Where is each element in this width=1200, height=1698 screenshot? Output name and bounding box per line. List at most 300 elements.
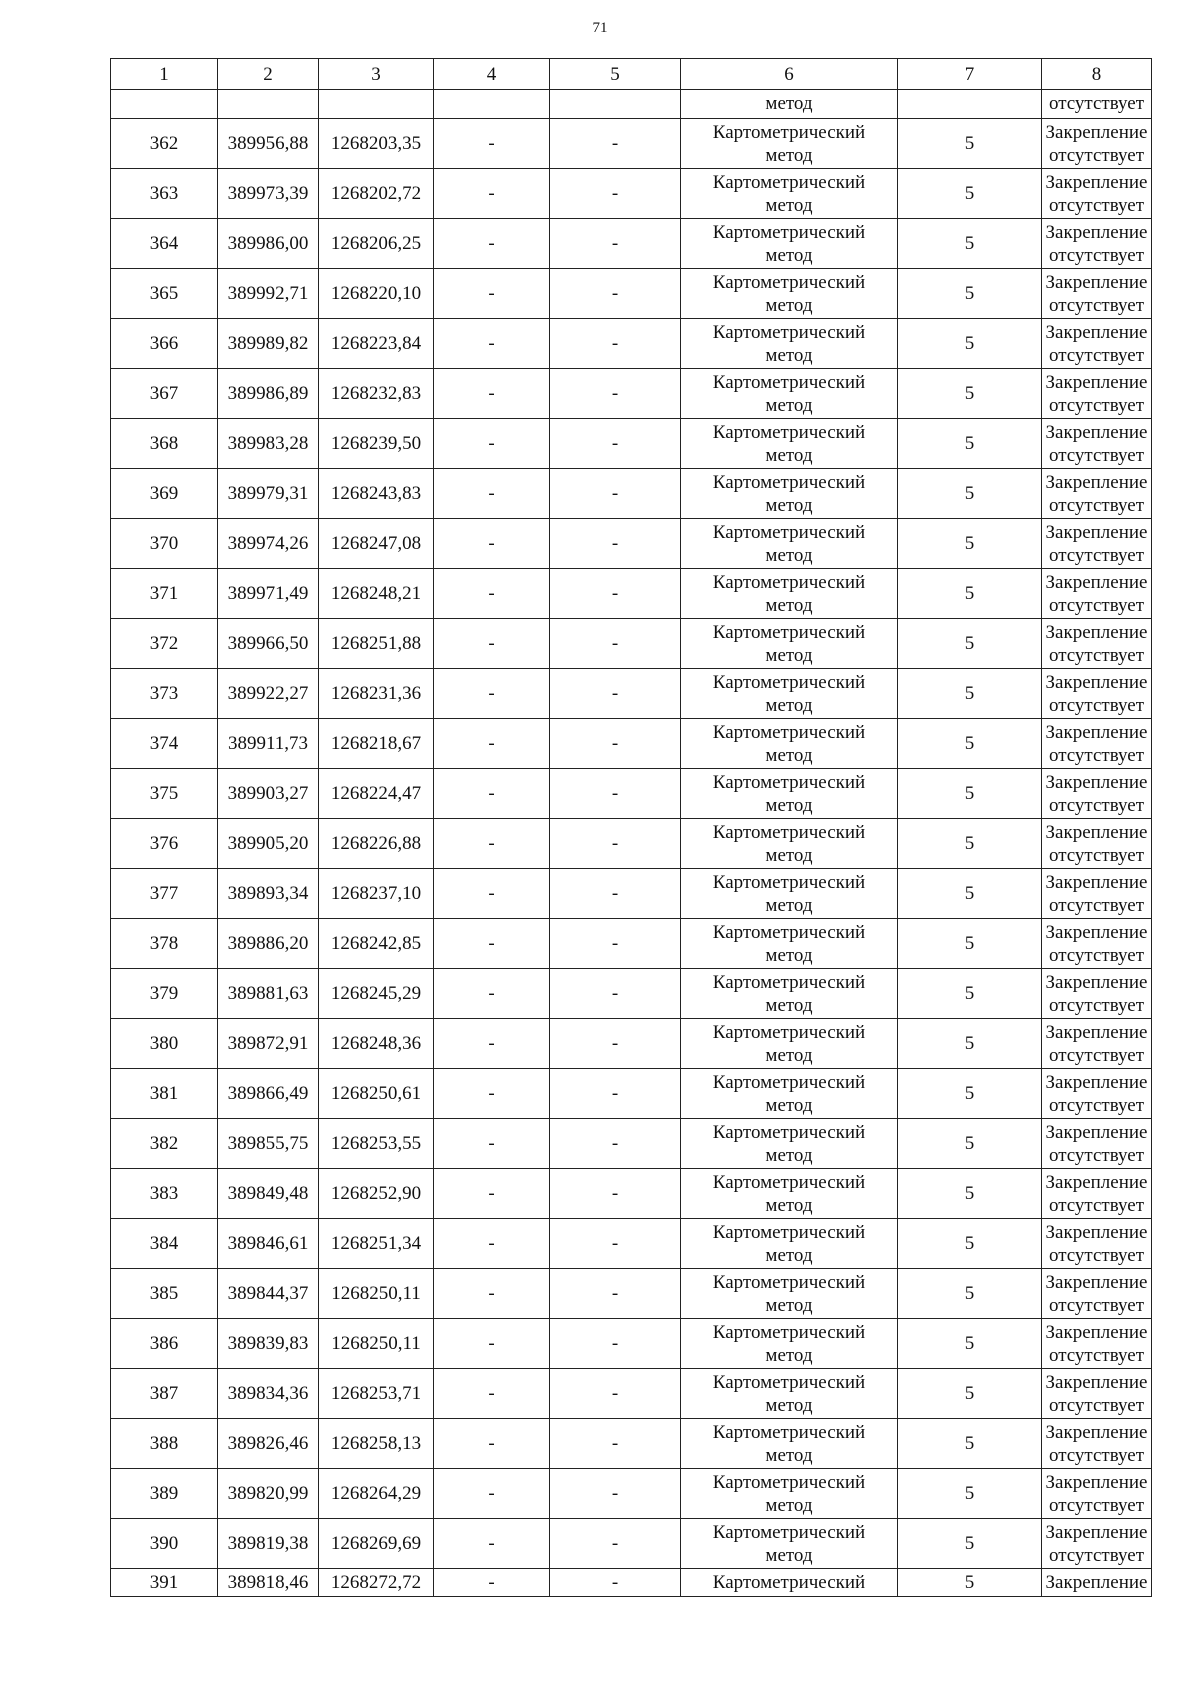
method-cell-line-2: метод — [765, 444, 813, 466]
method-cell-line-1: Картометрический — [712, 521, 866, 543]
accuracy-cell: 5 — [898, 1119, 1042, 1169]
method-cell-line-1: Картометрический — [712, 321, 866, 343]
accuracy-cell: 5 — [898, 519, 1042, 569]
table-row — [111, 1119, 1152, 1169]
accuracy-cell: 5 — [898, 469, 1042, 519]
column-5-cell: - — [550, 519, 681, 569]
column-5-cell: - — [550, 1419, 681, 1469]
column-header-8: 8 — [1042, 59, 1152, 90]
y-coordinate-cell: 1268226,88 — [319, 819, 434, 869]
column-4-cell: - — [434, 269, 550, 319]
method-cell-line-2: метод — [765, 1544, 813, 1566]
accuracy-cell: 5 — [898, 1469, 1042, 1519]
method-cell — [681, 519, 898, 569]
column-4-cell: - — [434, 769, 550, 819]
table-row — [111, 1519, 1152, 1569]
method-cell-line-2: метод — [765, 1394, 813, 1416]
column-4-cell: - — [434, 1269, 550, 1319]
fixation-cell — [1042, 1269, 1152, 1319]
table-row — [111, 419, 1152, 469]
fixation-cell-line-1: Закрепление — [1045, 1021, 1148, 1043]
column-5-cell: - — [550, 319, 681, 369]
table-row — [111, 1269, 1152, 1319]
fixation-cell-line-2: отсутствует — [1048, 1344, 1145, 1366]
point-number-cell: 366 — [111, 319, 218, 369]
point-number-cell: 362 — [111, 119, 218, 169]
table-row — [111, 1069, 1152, 1119]
table-row — [111, 569, 1152, 619]
fixation-cell — [1042, 669, 1152, 719]
fixation-cell — [1042, 469, 1152, 519]
fixation-cell — [1042, 1069, 1152, 1119]
fixation-cell — [1042, 1319, 1152, 1369]
method-cell-line-1: Картометрический — [712, 471, 866, 493]
y-coordinate-cell: 1268253,55 — [319, 1119, 434, 1169]
column-4-cell: - — [434, 819, 550, 869]
accuracy-cell: 5 — [898, 269, 1042, 319]
table-row — [111, 1469, 1152, 1519]
fixation-cell-line-1: Закрепление — [1045, 321, 1148, 343]
column-5-cell: - — [550, 1069, 681, 1119]
fixation-cell-line-2: отсутствует — [1048, 794, 1145, 816]
x-coordinate-cell: 389986,89 — [218, 369, 319, 419]
empty-cell — [218, 90, 319, 119]
x-coordinate-cell: 389872,91 — [218, 1019, 319, 1069]
accuracy-cell: 5 — [898, 169, 1042, 219]
column-header-4: 4 — [434, 59, 550, 90]
method-cell-line-2: метод — [765, 994, 813, 1016]
accuracy-cell: 5 — [898, 1569, 1042, 1597]
method-cell — [681, 769, 898, 819]
point-number-cell: 364 — [111, 219, 218, 269]
table-row — [111, 269, 1152, 319]
method-cell-line-2: метод — [765, 1294, 813, 1316]
accuracy-cell: 5 — [898, 1219, 1042, 1269]
column-5-cell: - — [550, 1119, 681, 1169]
table-row — [111, 969, 1152, 1019]
x-coordinate-cell: 389983,28 — [218, 419, 319, 469]
y-coordinate-cell: 1268251,34 — [319, 1219, 434, 1269]
fixation-cell-line-1: Закрепление — [1045, 1221, 1148, 1243]
fixation-cell-line-1: Закрепление — [1045, 1271, 1148, 1293]
point-number-cell: 371 — [111, 569, 218, 619]
fixation-cell: отсутствует — [1042, 90, 1152, 119]
fixation-cell-line-1: Закрепление — [1045, 421, 1148, 443]
method-cell-line-2: метод — [765, 144, 813, 166]
column-5-cell: - — [550, 269, 681, 319]
x-coordinate-cell: 389971,49 — [218, 569, 319, 619]
column-header-6: 6 — [681, 59, 898, 90]
column-4-cell: - — [434, 669, 550, 719]
column-4-cell: - — [434, 519, 550, 569]
point-number-cell: 374 — [111, 719, 218, 769]
x-coordinate-cell: 389956,88 — [218, 119, 319, 169]
x-coordinate-cell: 389973,39 — [218, 169, 319, 219]
point-number-cell: 383 — [111, 1169, 218, 1219]
table-row — [111, 719, 1152, 769]
method-cell-line-1: Картометрический — [712, 1271, 866, 1293]
table-row — [111, 669, 1152, 719]
point-number-cell: 372 — [111, 619, 218, 669]
point-number-cell: 389 — [111, 1469, 218, 1519]
x-coordinate-cell: 389986,00 — [218, 219, 319, 269]
accuracy-cell: 5 — [898, 119, 1042, 169]
fixation-cell-line-2: отсутствует — [1048, 1294, 1145, 1316]
column-4-cell: - — [434, 319, 550, 369]
method-cell-line-1: Картометрический — [712, 921, 866, 943]
fixation-cell — [1042, 1019, 1152, 1069]
method-cell — [681, 969, 898, 1019]
point-number-cell: 365 — [111, 269, 218, 319]
y-coordinate-cell: 1268206,25 — [319, 219, 434, 269]
column-4-cell: - — [434, 1119, 550, 1169]
method-cell-line-1: Картометрический — [712, 1421, 866, 1443]
y-coordinate-cell: 1268258,13 — [319, 1419, 434, 1469]
point-number-cell: 385 — [111, 1269, 218, 1319]
fixation-cell-line-2: отсутствует — [1048, 344, 1145, 366]
method-cell-line-1: Картометрический — [712, 171, 866, 193]
x-coordinate-cell: 389903,27 — [218, 769, 319, 819]
accuracy-cell: 5 — [898, 1269, 1042, 1319]
fixation-cell-line-2: отсутствует — [1048, 694, 1145, 716]
method-cell-line-1: Картометрический — [712, 221, 866, 243]
x-coordinate-cell: 389839,83 — [218, 1319, 319, 1369]
y-coordinate-cell: 1268220,10 — [319, 269, 434, 319]
empty-cell — [434, 90, 550, 119]
column-5-cell: - — [550, 819, 681, 869]
column-5-cell: - — [550, 369, 681, 419]
fixation-cell-line-2: отсутствует — [1048, 744, 1145, 766]
method-cell-line-2: метод — [765, 844, 813, 866]
method-cell — [681, 869, 898, 919]
y-coordinate-cell: 1268247,08 — [319, 519, 434, 569]
column-5-cell: - — [550, 969, 681, 1019]
fixation-cell-line-2: отсутствует — [1048, 144, 1145, 166]
method-cell-line-2: метод — [765, 194, 813, 216]
column-4-cell: - — [434, 569, 550, 619]
x-coordinate-cell: 389834,36 — [218, 1369, 319, 1419]
fixation-cell-line-2: отсутствует — [1048, 1544, 1145, 1566]
y-coordinate-cell: 1268243,83 — [319, 469, 434, 519]
method-cell-line-2: метод — [765, 344, 813, 366]
column-5-cell: - — [550, 1219, 681, 1269]
method-cell-line-2: метод — [765, 544, 813, 566]
method-cell-line-1: Картометрический — [712, 1521, 866, 1543]
column-4-cell: - — [434, 169, 550, 219]
x-coordinate-cell: 389826,46 — [218, 1419, 319, 1469]
method-cell — [681, 919, 898, 969]
method-cell-line-1: Картометрический — [712, 1171, 866, 1193]
method-cell-line-2: метод — [765, 644, 813, 666]
column-4-cell: - — [434, 1069, 550, 1119]
method-cell-line-2: метод — [765, 794, 813, 816]
column-4-cell: - — [434, 219, 550, 269]
method-cell — [681, 169, 898, 219]
fixation-cell — [1042, 519, 1152, 569]
point-number-cell: 363 — [111, 169, 218, 219]
column-4-cell: - — [434, 619, 550, 669]
method-cell: метод — [681, 90, 898, 119]
method-cell-line-1: Картометрический — [712, 571, 866, 593]
table-row — [111, 119, 1152, 169]
fixation-cell-line-2: отсутствует — [1048, 544, 1145, 566]
fixation-cell — [1042, 1119, 1152, 1169]
fixation-cell-line-1: Закрепление — [1045, 1371, 1148, 1393]
point-number-cell: 373 — [111, 669, 218, 719]
column-5-cell: - — [550, 1269, 681, 1319]
fixation-cell-line-1: Закрепление — [1045, 1471, 1148, 1493]
column-4-cell: - — [434, 1369, 550, 1419]
table-row — [111, 819, 1152, 869]
y-coordinate-cell: 1268239,50 — [319, 419, 434, 469]
fixation-cell-line-1: Закрепление — [1045, 821, 1148, 843]
method-cell — [681, 269, 898, 319]
fixation-cell-line-1: Закрепление — [1045, 921, 1148, 943]
fixation-cell — [1042, 369, 1152, 419]
point-number-cell: 370 — [111, 519, 218, 569]
fixation-cell-line-1: Закрепление — [1045, 1321, 1148, 1343]
fixation-cell-line-1: Закрепление — [1045, 1521, 1148, 1543]
column-4-cell: - — [434, 1419, 550, 1469]
column-4-cell: - — [434, 369, 550, 419]
y-coordinate-cell: 1268252,90 — [319, 1169, 434, 1219]
column-4-cell: - — [434, 869, 550, 919]
fixation-cell-line-2: отсутствует — [1048, 944, 1145, 966]
method-cell-line-2: метод — [765, 494, 813, 516]
column-4-cell: - — [434, 919, 550, 969]
point-number-cell: 381 — [111, 1069, 218, 1119]
y-coordinate-cell: 1268242,85 — [319, 919, 434, 969]
fixation-cell-line-1: Закрепление — [1045, 521, 1148, 543]
table-row — [111, 1369, 1152, 1419]
fixation-cell-line-2: отсутствует — [1048, 244, 1145, 266]
accuracy-cell: 5 — [898, 1319, 1042, 1369]
table-row — [111, 619, 1152, 669]
fixation-cell — [1042, 169, 1152, 219]
accuracy-cell: 5 — [898, 1019, 1042, 1069]
accuracy-cell: 5 — [898, 1169, 1042, 1219]
column-5-cell: - — [550, 669, 681, 719]
table-row — [111, 169, 1152, 219]
fixation-cell — [1042, 1219, 1152, 1269]
method-cell-line-1: Картометрический — [712, 1221, 866, 1243]
y-coordinate-cell: 1268253,71 — [319, 1369, 434, 1419]
method-cell-line-2: метод — [765, 294, 813, 316]
point-number-cell: 386 — [111, 1319, 218, 1369]
fixation-cell-line-2: отсутствует — [1048, 1194, 1145, 1216]
method-cell-line-2: метод — [765, 894, 813, 916]
table-row — [111, 1319, 1152, 1369]
fixation-cell-line-2: отсутствует — [1048, 394, 1145, 416]
y-coordinate-cell: 1268250,11 — [319, 1269, 434, 1319]
table-row — [111, 469, 1152, 519]
x-coordinate-cell: 389846,61 — [218, 1219, 319, 1269]
method-cell-line-1: Картометрический — [712, 821, 866, 843]
table-row — [111, 319, 1152, 369]
y-coordinate-cell: 1268223,84 — [319, 319, 434, 369]
method-cell-line-2: метод — [765, 1344, 813, 1366]
column-5-cell: - — [550, 1019, 681, 1069]
x-coordinate-cell: 389974,26 — [218, 519, 319, 569]
method-cell — [681, 569, 898, 619]
fixation-cell — [1042, 1469, 1152, 1519]
point-number-cell: 375 — [111, 769, 218, 819]
point-number-cell: 379 — [111, 969, 218, 1019]
method-cell-line-1: Картометрический — [712, 1121, 866, 1143]
fixation-cell-line-1: Закрепление — [1045, 671, 1148, 693]
method-cell-line-1: Картометрический — [712, 721, 866, 743]
continued-row — [111, 90, 1152, 119]
method-cell-line-1: Картометрический — [712, 1371, 866, 1393]
column-5-cell: - — [550, 169, 681, 219]
x-coordinate-cell: 389886,20 — [218, 919, 319, 969]
fixation-cell-line-2: отсутствует — [1048, 844, 1145, 866]
y-coordinate-cell: 1268232,83 — [319, 369, 434, 419]
fixation-cell-line-1: Закрепление — [1045, 271, 1148, 293]
x-coordinate-cell: 389855,75 — [218, 1119, 319, 1169]
y-coordinate-cell: 1268203,35 — [319, 119, 434, 169]
x-coordinate-cell: 389881,63 — [218, 969, 319, 1019]
column-5-cell: - — [550, 1519, 681, 1569]
fixation-cell-line-2: отсутствует — [1048, 894, 1145, 916]
fixation-cell-line-2: отсутствует — [1048, 1144, 1145, 1166]
empty-cell — [319, 90, 434, 119]
method-cell-line-2: метод — [765, 1494, 813, 1516]
method-cell — [681, 619, 898, 669]
accuracy-cell: 5 — [898, 369, 1042, 419]
table-row — [111, 369, 1152, 419]
column-5-cell: - — [550, 869, 681, 919]
column-4-cell: - — [434, 1319, 550, 1369]
fixation-cell — [1042, 719, 1152, 769]
method-cell-line-2: метод — [765, 694, 813, 716]
method-cell — [681, 1469, 898, 1519]
fixation-cell-line-2: отсутствует — [1048, 1244, 1145, 1266]
method-cell — [681, 419, 898, 469]
method-cell — [681, 469, 898, 519]
table-row — [111, 869, 1152, 919]
point-number-cell: 391 — [111, 1569, 218, 1597]
fixation-cell — [1042, 269, 1152, 319]
method-cell-line-2: метод — [765, 1044, 813, 1066]
column-4-cell: - — [434, 719, 550, 769]
fixation-cell — [1042, 1519, 1152, 1569]
y-coordinate-cell: 1268251,88 — [319, 619, 434, 669]
method-cell — [681, 1069, 898, 1119]
column-header-3: 3 — [319, 59, 434, 90]
accuracy-cell: 5 — [898, 619, 1042, 669]
method-cell-line-2: метод — [765, 1194, 813, 1216]
column-5-cell: - — [550, 1569, 681, 1597]
fixation-cell — [1042, 869, 1152, 919]
x-coordinate-cell: 389966,50 — [218, 619, 319, 669]
fixation-cell — [1042, 619, 1152, 669]
column-5-cell: - — [550, 1169, 681, 1219]
fixation-cell — [1042, 569, 1152, 619]
fixation-cell-line-1: Закрепление — [1045, 621, 1148, 643]
x-coordinate-cell: 389819,38 — [218, 1519, 319, 1569]
fixation-cell — [1042, 419, 1152, 469]
x-coordinate-cell: 389818,46 — [218, 1569, 319, 1597]
method-cell-line-1: Картометрический — [712, 1321, 866, 1343]
x-coordinate-cell: 389844,37 — [218, 1269, 319, 1319]
column-4-cell: - — [434, 1519, 550, 1569]
column-header-7: 7 — [898, 59, 1042, 90]
method-cell-line-1: Картометрический — [712, 771, 866, 793]
column-4-cell: - — [434, 969, 550, 1019]
method-cell-line-2: метод — [765, 1094, 813, 1116]
fixation-cell — [1042, 819, 1152, 869]
fixation-cell-line-1: Закрепление — [1045, 171, 1148, 193]
method-cell-line-1: Картометрический — [712, 121, 866, 143]
x-coordinate-cell: 389979,31 — [218, 469, 319, 519]
point-number-cell: 388 — [111, 1419, 218, 1469]
column-5-cell: - — [550, 419, 681, 469]
y-coordinate-cell: 1268272,72 — [319, 1569, 434, 1597]
method-cell — [681, 319, 898, 369]
point-number-cell: 387 — [111, 1369, 218, 1419]
y-coordinate-cell: 1268237,10 — [319, 869, 434, 919]
fixation-cell-line-2: отсутствует — [1048, 1044, 1145, 1066]
column-5-cell: - — [550, 469, 681, 519]
method-cell-line-1: Картометрический — [712, 871, 866, 893]
method-cell — [681, 369, 898, 419]
method-cell — [681, 1169, 898, 1219]
method-cell-line-2: метод — [765, 594, 813, 616]
method-cell-line-1: Картометрический — [712, 421, 866, 443]
method-cell — [681, 819, 898, 869]
y-coordinate-cell: 1268248,36 — [319, 1019, 434, 1069]
column-5-cell: - — [550, 1319, 681, 1369]
x-coordinate-cell: 389893,34 — [218, 869, 319, 919]
column-4-cell: - — [434, 119, 550, 169]
method-cell — [681, 119, 898, 169]
method-cell-line-2: метод — [765, 1444, 813, 1466]
accuracy-cell: 5 — [898, 219, 1042, 269]
page-number: 71 — [592, 20, 608, 36]
fixation-cell — [1042, 919, 1152, 969]
empty-cell — [111, 90, 218, 119]
y-coordinate-cell: 1268224,47 — [319, 769, 434, 819]
column-5-cell: - — [550, 619, 681, 669]
empty-cell — [550, 90, 681, 119]
accuracy-cell: 5 — [898, 969, 1042, 1019]
method-cell-line-1: Картометрический — [712, 1021, 866, 1043]
column-4-cell: - — [434, 419, 550, 469]
table-row — [111, 519, 1152, 569]
method-cell-line-1: Картометрический — [712, 621, 866, 643]
method-cell — [681, 1119, 898, 1169]
fixation-cell-line-1: Закрепление — [1045, 871, 1148, 893]
fixation-cell — [1042, 1169, 1152, 1219]
fixation-cell-line-1: Закрепление — [1045, 1421, 1148, 1443]
point-number-cell: 369 — [111, 469, 218, 519]
column-4-cell: - — [434, 469, 550, 519]
x-coordinate-cell: 389911,73 — [218, 719, 319, 769]
fixation-cell-line-1: Закрепление — [1045, 121, 1148, 143]
accuracy-cell: 5 — [898, 819, 1042, 869]
fixation-cell-line-2: отсутствует — [1048, 994, 1145, 1016]
column-5-cell: - — [550, 1469, 681, 1519]
fixation-cell-line-1: Закрепление — [1045, 221, 1148, 243]
fixation-cell-line-2: отсутствует — [1048, 1444, 1145, 1466]
fixation-cell — [1042, 219, 1152, 269]
point-number-cell: 376 — [111, 819, 218, 869]
accuracy-cell: 5 — [898, 419, 1042, 469]
fixation-cell-line-2: отсутствует — [1048, 594, 1145, 616]
fixation-cell-line-1: Закрепление — [1045, 771, 1148, 793]
table-row — [111, 219, 1152, 269]
